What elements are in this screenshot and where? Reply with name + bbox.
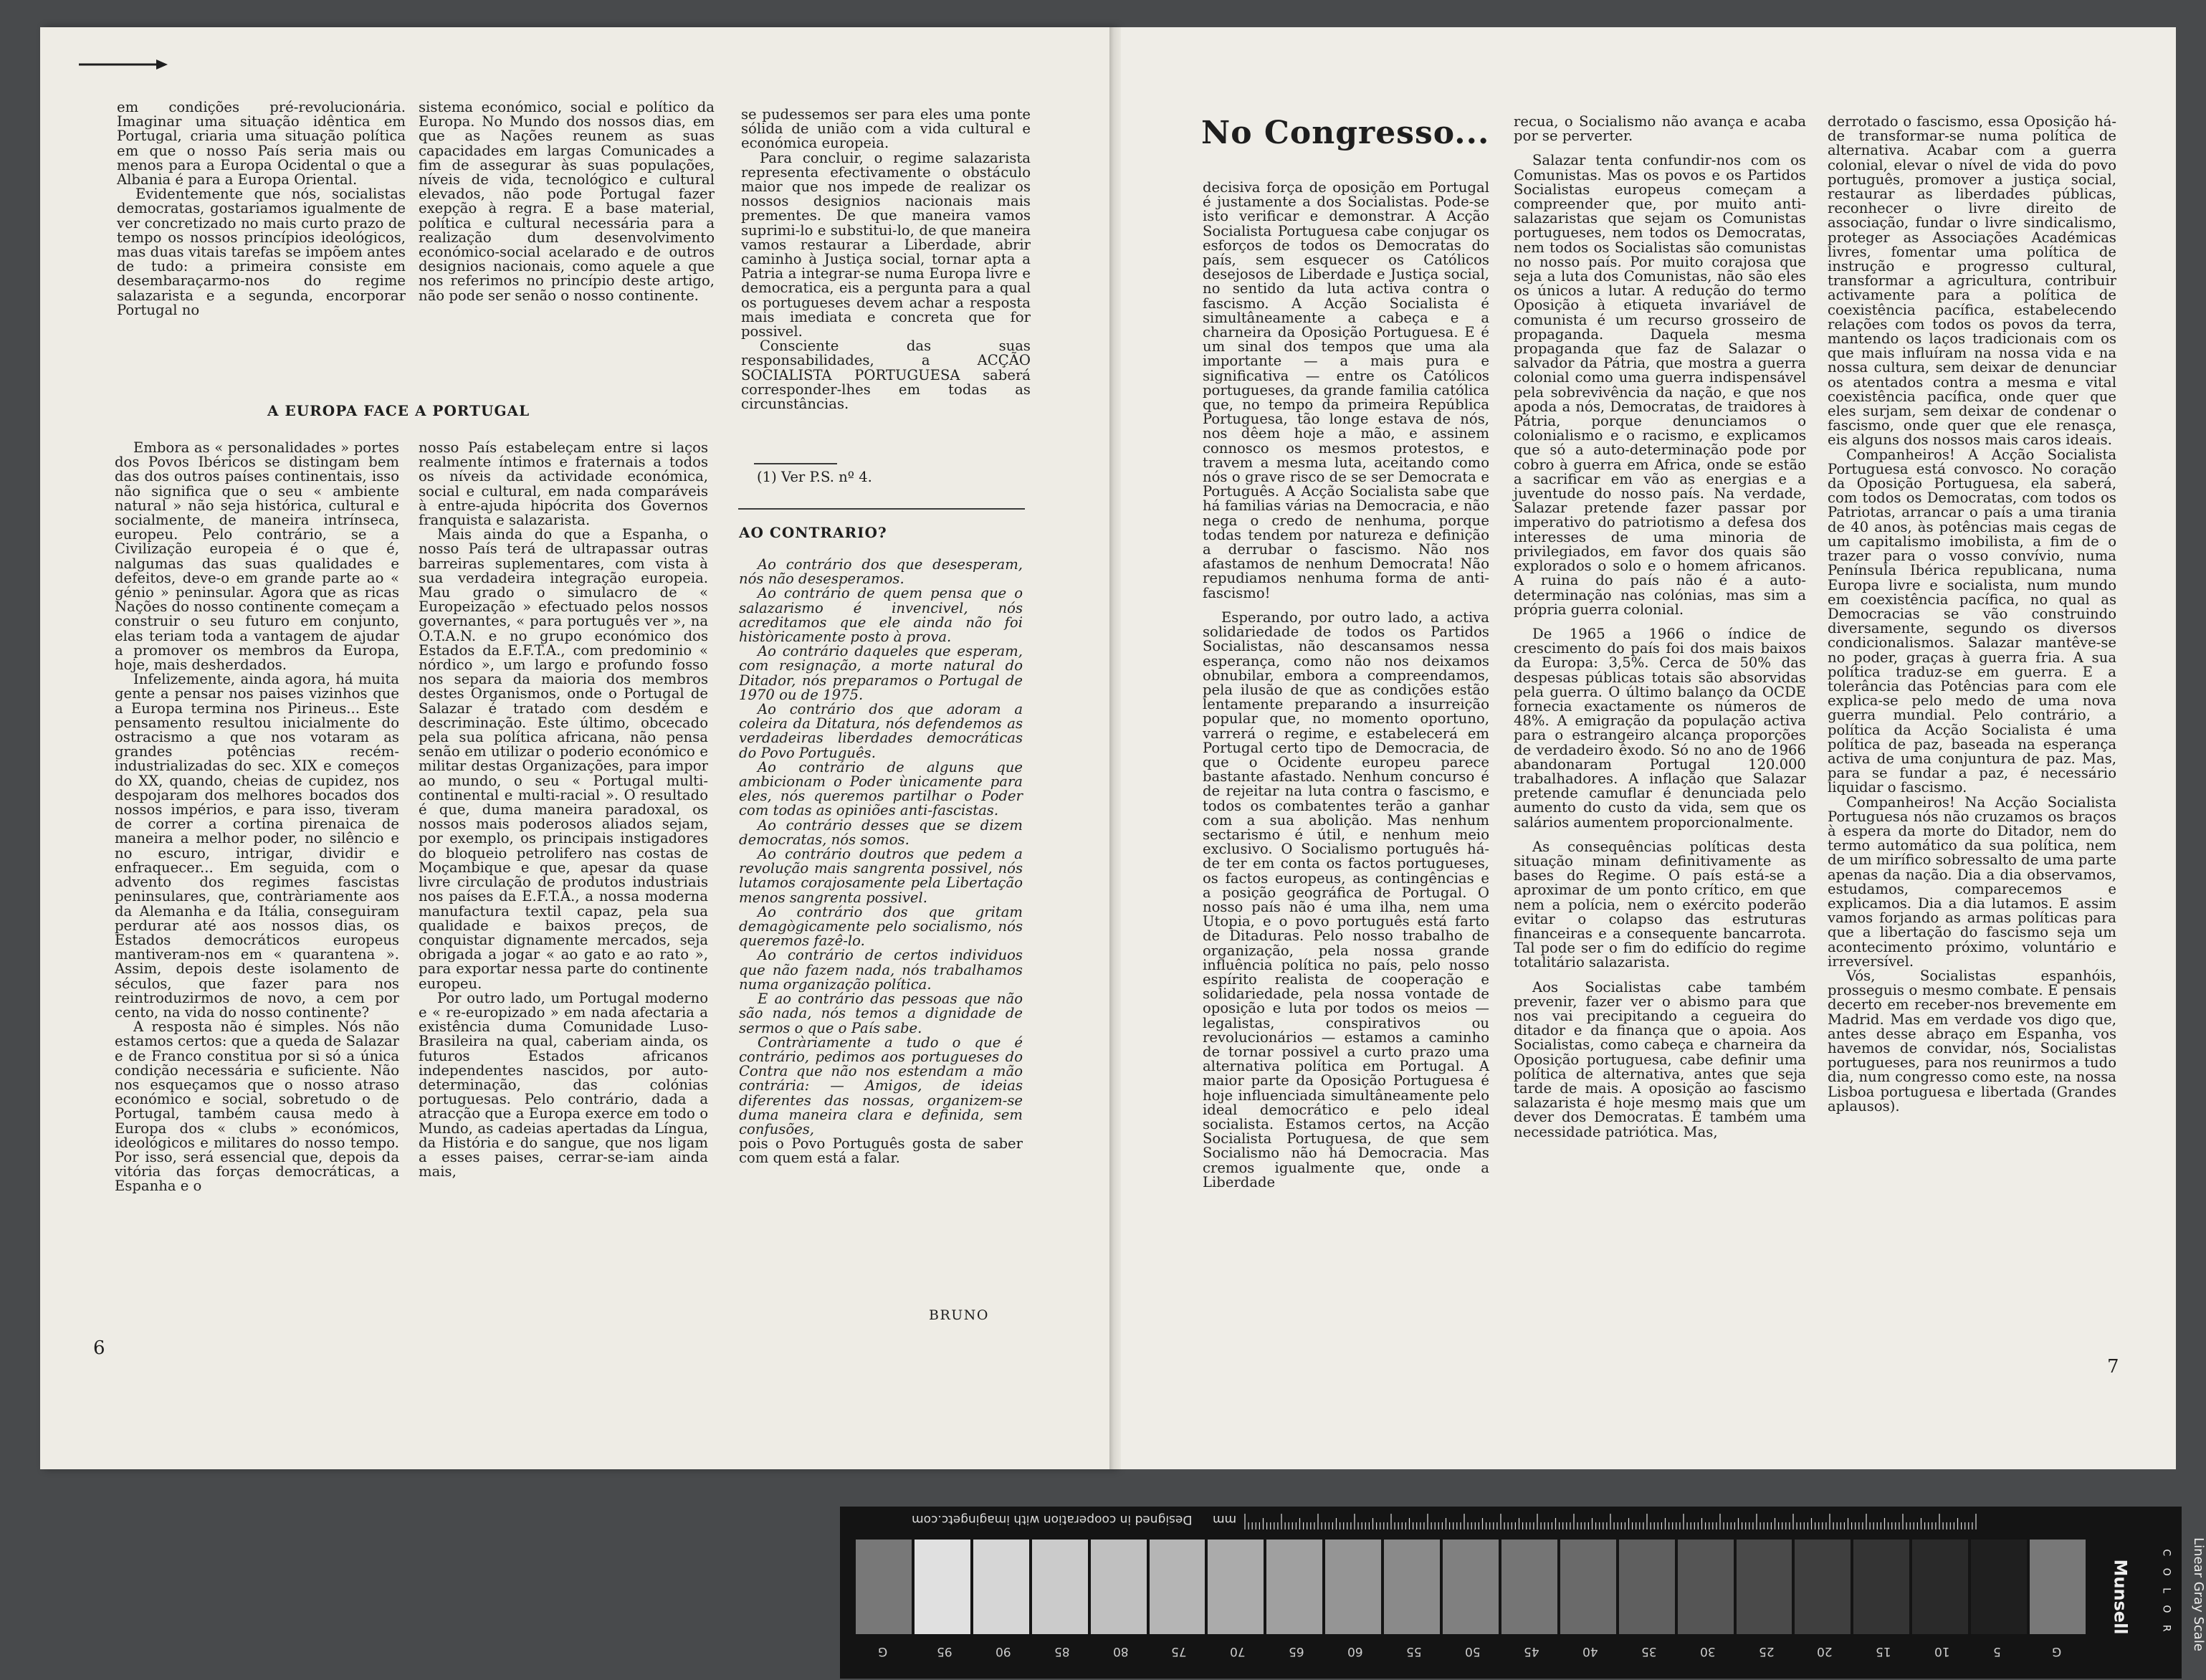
swatch-number: G: [2052, 1644, 2062, 1658]
swatch-number: 60: [1347, 1644, 1363, 1658]
ruler-label: mm: [1213, 1512, 1237, 1527]
paragraph: Contràriamente a tudo o que é contrário, pedimos aos portugueses do Contra que não nos estendam a mão contrária: — Amigos, de ideias diferentes das nossas, organizem-se duma maneira clara e definida, sem confusões,: [739, 1034, 1023, 1137]
paragraph: Esperando, por outro lado, a activa solidariedade de todos os Partidos Socialistas, não descansamos nessa esperança, como não nos deixamos obnubilar, embora a compreendamos, pela ilusão de que as condições estão lentamente preparando a insurreição popular que, no momento oportuno, varrerá o regime, e estabelecerá em Portugal certo tipo de Democracia, de que o Ocidente europeu parece bastante afastado. Nenhum concurso é de rejeitar na luta contra o fascismo, e todos os combatentes terão a ganhar com a sua abolição. Mas nenhum sectarismo é útil, e nenhum meio exclusivo. O Socialismo português há-de ter em conta os factos portugueses, os factos europeus, as contingências e a posição geográfica de Portugal. O nosso país não é uma ilha, nem uma Utopia, e o povo português está farto de Ditaduras. Pelo nosso trabalho de organização, pela nossa grande influência política no país, pelo nosso espírito realista de cooperação e solidariedade, pela nossa vontade de oposição e luta por todos os meios — legalistas, conspirativos ou revolucionários — estamos a caminho de tornar possivel a curto prazo uma alternativa política em Portugal. A maior parte da Oposição Portuguesa é hoje influenciada simultâneamente pelo ideal democrático e pelo ideal socialista. Estamos certos, na Acção Socialista Portuguesa, de que sem Socialismo não há Democracia. Mas cremos igualmente que, onde a Liberdade: [1203, 608, 1489, 1190]
gray-swatch: [1150, 1540, 1205, 1634]
gray-swatch: [856, 1540, 912, 1634]
card-credit: Designed in cooperation with imagingetc.com: [912, 1512, 1193, 1527]
paragraph: nosso País estabeleçam entre si laços realmente íntimos e fraternais a todos os níveis da actividade económica, social e cultural, em nada comparáveis à entre-ajuda hipócrita dos Governos franquista e salazarista.: [419, 439, 708, 529]
swatch-number: 95: [936, 1644, 952, 1658]
paragraph: Ao contrário doutros que pedem a revolução mais sangrenta possivel, nós lutamos corajosamente pela Libertação menos sangrenta possivel.: [739, 846, 1023, 906]
paragraph: As consequências políticas desta situação minam definitivamente as bases do Regime. O país está-se a aproximar de um ponto crítico, em que nem a polícia, nem o exército poderão evitar o colapso das estruturas financeiras e a consequente bancarrota. Tal pode ser o fim do edifício do regime totalitário salazarista.: [1514, 838, 1806, 971]
swatch-number: 20: [1817, 1644, 1833, 1658]
paragraph: Ao contrário daqueles que esperam, com resignação, a morte natural do Ditador, nós preparamos o Portugal de 1970 ou de 1975.: [739, 643, 1023, 703]
paragraph: Ao contrário dos que desesperam, nós não desesperamos.: [739, 556, 1023, 588]
munsell-logo: [2107, 1521, 2206, 1671]
swatch-number: 35: [1641, 1644, 1657, 1658]
gray-swatch: [1619, 1540, 1675, 1634]
europa-col2: [419, 441, 708, 1179]
section-heading-contrario: AO CONTRARIO?: [739, 524, 887, 541]
paragraph: decisiva força de oposição em Portugal é justamente a dos Socialistas. Pode-se isto verificar e demonstrar. A Acção Socialista Portuguesa cabe conjugar os esforços de todos os Democratas do país, sem esquecer os Católicos desejosos de Liberdade e Justiça social, no sentido da luta activa contra o fascismo. A Acção Socialista é simultâneamente a cabeça e a charneira da Oposição Portuguesa. E é um sinal dos tempos que uma ala importante — a mais pura e significativa — entre os Católicos portugueses, da grande familia católica que, no tempo da primeira República Portuguesa, tão longe estava de nós, nos dêem hoje a mão, e assinem connosco os mesmos protestos, e travem a mesma luta, aceitando como nós o grave risco de se ser Democrata e Português. A Acção Socialista sabe que há familias várias na Democracia, e não nega o credo de nenhuma, porque todas tendem por natureza e definição a derrubar o fascismo. Não nos afastamos de nenhum Democrata! Não repudiamos nenhuma forma de anti-fascismo!: [1203, 179, 1489, 601]
left-col2-top: [419, 100, 715, 303]
paragraph: Por outro lado, um Portugal moderno e « re-europizado » em nada afectaria a existência duma Comunidade Luso-Brasileira na qual, caberiam ainda, os futuros Estados africanos independentes nascidos, por auto-determinação, das colónias portuguesas. Pelo contrário, dada a atracção que a Europa exerce em todo o Mundo, as cadeias apertadas da Língua, da História e do sangue, que nos ligam a esses paises, cerrar-se-iam ainda mais,: [419, 989, 708, 1180]
right-col3: [1828, 115, 2116, 1114]
left-col3-top: [741, 108, 1031, 411]
gray-swatch: [1912, 1540, 1968, 1634]
swatch-number: G: [877, 1644, 888, 1658]
swatch-number: 85: [1054, 1644, 1070, 1658]
paragraph: Infelizemente, ainda agora, há muita gente a pensar nos paises vizinhos que a Europa termina nos Pirineus... Este pensamento resultou inicialmente do ostracismo a que nos votaram as grandes potências recém-industrializadas do sec. XIX e começos do XX, quando, cheias de cupidez, nos despojaram dos melhores bocados dos nossos impérios, e para isso, tiveram de correr a cortina pirenaica de maneira a melhor poder, no silêncio e no escuro, intrigar, dividir e enfraquecer... Em seguida, com o advento dos regimes fascistas peninsulares, que, contràriamente aos da Alemanha e da Itália, conseguiram perdurar até aos nossos dias, os Estados democráticos europeus mantiveram-nos em « quarantena ». Assim, depois deste isolamento de séculos, que fazer para nos reintroduzirmos de novo, a cem por cento, na vida do nosso continente?: [115, 671, 399, 1021]
gray-swatch: [1208, 1540, 1264, 1634]
paragraph: Ao contrário dos que adoram a coleira da Ditatura, nós defendemos as verdadeiras liberdades democráticas do Povo Português.: [739, 701, 1023, 761]
gray-scale-card: [840, 1507, 2206, 1679]
section-heading-europa: A EUROPA FACE A PORTUGAL: [267, 402, 530, 419]
gray-swatch: [1384, 1540, 1440, 1634]
page-number-left: 6: [93, 1337, 105, 1359]
swatch-number: 30: [1699, 1644, 1716, 1658]
gray-swatch: [1678, 1540, 1734, 1634]
paragraph: sistema económico, social e político da Europa. No Mundo dos nossos dias, em que as Nações reunem as suas capacidades em largas Comunicades a fim de assegurar às suas populações, níveis de vida, tecnológico e cultural elevados, não pode Portugal fazer exepção à regra. E a base material, política e cultural necessária para a realização dum desenvolvimento económico-social acelarado e de outros designios nacionais, como aquele a que nos referimos no princípio deste artigo, não pode ser senão o nosso continente.: [419, 99, 715, 304]
right-col2: [1514, 115, 1806, 1140]
footnote-rule: [754, 463, 837, 464]
footnote: [757, 470, 1029, 485]
gray-swatch-strip: [856, 1540, 2088, 1634]
paragraph: Embora as « personalidades » portes dos Povos Ibéricos se distingam bem das dos outros países continentais, isso não significa que o seu « ambiente natural » não seja histórica, cultural e socialmente, de maneira intrínseca, europeu. Pelo contrário, se a Civilização europeia é o que é, nalgumas das suas qualidades e defeitos, deve-o em grande parte ao « génio » peninsular. Agora que as ricas Nações do nosso continente começam a construir o seu futuro em conjunto, elas teriam toda a vantagem de ajudar a promover os membros da Europa, hoje, mais desherdados.: [115, 439, 399, 674]
gray-swatch: [1325, 1540, 1381, 1634]
swatch-number: 90: [995, 1644, 1011, 1658]
europa-col1: [115, 441, 399, 1194]
scale-name: Linear Gray Scale: [2190, 1537, 2206, 1651]
paragraph: Salazar tenta confundir-nos com os Comunistas. Mas os povos e os Partidos Socialistas europeus começam a compreender que, por muito anti-salazaristas que sejam os Comunistas portugueses, nem todos os Democratas, nem todos os Socialistas são comunistas no nosso país. Por muito corajosa que seja a luta dos Comunistas, não são eles os únicos a lutar. A redução do termo Oposição à etiqueta invariável de comunista é um recurso grosseiro de propaganda. Daquela mesma propaganda que faz de Salazar o salvador da Pátria, que mostra a guerra colonial como uma guerra indispensável pela sobrevivência da nação, e que nos apoda a nós, Democratas, de traidores à Pátria, porque denunciamos o colonialismo e o racismo, e explicamos que só a auto-determinação pode por cobro à guerra em Africa, onde se estão a sacrificar em vão as energias e a juventude do nosso país. Na verdade, Salazar pretende fazer passar por imperativo do patriotismo a defesa dos interesses de uma minoria de privilegiados, em favor dos quais são explorados o solo e o homem africanos. A ruina do país não é a auto-determinação nas colónias, mas sim a própria guerra colonial.: [1514, 152, 1806, 618]
swatch-number: 55: [1406, 1644, 1422, 1658]
gray-swatch: [1853, 1540, 1909, 1634]
swatch-number: 65: [1289, 1644, 1304, 1658]
brand-sub: C O L O R: [2160, 1549, 2172, 1636]
gray-swatch: [1971, 1540, 2027, 1634]
brand-name: Munsell: [2110, 1559, 2131, 1635]
paragraph: Mais ainda do que a Espanha, o nosso País terá de ultrapassar outras barreiras suplementares, com vista à sua verdadeira integração europeia. Mau grado o simulacro de « Europeização » efectuado pelos nossos governantes, « para português ver », na O.T.A.N. e no grupo económico dos Estados da E.F.T.A., com predominio « nórdico », um largo e profundo fosso nos separa da maioria dos membros destes Organismos, onde o Portugal de Salazar é tratado com desdém e descriminação. Este último, obcecado pela sua política africana, não pensa senão em utilizar o poderio económico e militar destas Organizações, para impor ao mundo, o seu « Portugal multi-continental e multi-racial ». O resultado é que, duma maneira paradoxal, os nossos mais poderosos aliados sejam, por exemplo, os principais instigadores do bloqueio petrolifero nas costas de Moçambique e que, apesar da quase livre circulação de produtos industriais nos países da E.F.T.A., a nossa moderna manufactura textil capaz, pela sua qualidade e baixos preços, de conquistar dignamente mercados, seja obrigada a jogar « ao gato e ao rato », para exportar nessa parte do continente europeu.: [419, 526, 708, 992]
paragraph: Consciente das suas responsabilidades, a ACÇÃO SOCIALISTA PORTUGUESA saberá corresponder-lhes em todas as circunstâncias.: [741, 338, 1031, 413]
swatch-number: 80: [1112, 1644, 1129, 1658]
swatch-number: 45: [1523, 1644, 1539, 1658]
paragraph: se pudessemos ser para eles uma ponte sólida de união com a vida cultural e económica europeia.: [741, 106, 1031, 152]
book-spine: [1109, 27, 1121, 1469]
paragraph: De 1965 a 1966 o índice de crescimento do país foi dos mais baixos da Europa: 3,5%. Cerca de 50% das despesas públicas totais são absorvidas pela guerra. O último balanço da OCDE fornecia exactamente os números de 48%. A emigração da população activa para o estrangeiro alcança proporções de verdadeiro êxodo. Só no ano de 1966 abandonaram Portugal 120.000 trabalhadores. A inflação que Salazar pretende camuflar é denunciada pelo aumento do custo da vida, sem que os salários aumentem proporcionalmente.: [1514, 625, 1806, 831]
signature: BRUNO: [929, 1307, 989, 1323]
gray-swatch: [1795, 1540, 1851, 1634]
article-title: No Congresso...: [1201, 115, 1490, 151]
gray-swatch: [1266, 1540, 1322, 1634]
gray-swatch: [973, 1540, 1029, 1634]
paragraph: Ao contrário de alguns que ambicionam o Poder ùnicamente para eles, nós queremos partilhar o Poder com todas as opiniões anti-fascistas.: [739, 758, 1023, 819]
contrario-column: [739, 558, 1023, 1166]
paragraph: Ao contrário de quem pensa que o salazarismo é invencivel, nós acreditamos que ele ainda não foi històricamente posto à prova.: [739, 585, 1023, 646]
left-col1-top: [117, 100, 406, 318]
gray-swatch: [1501, 1540, 1557, 1634]
paragraph: E ao contrário das pessoas que não são nada, nós temos a dignidade de sermos o que o País sabe.: [739, 991, 1023, 1036]
paragraph: Ao contrário desses que se dizem democratas, nós somos.: [739, 816, 1023, 848]
gray-swatch: [915, 1540, 970, 1634]
swatch-number: 15: [1876, 1644, 1891, 1658]
paragraph: derrotado o fascismo, essa Oposição há-de transformar-se numa política de alternativa. Acabar com a guerra colonial, elevar o nível de vida do povo português, promover a justiça social, restaurar as liberdades públicas, reconhecer o livre direito de associação, fundar o livre sindicalismo, proteger as Associações Académicas livres, fomentar uma política de instrução e progresso cultural, transformar a agricultura, contribuir activamente para a política de coexistência pacífica, estabelecendo relações com todos os povos da terra, mantendo os laços tradicionais com os que mais influíram na nossa vida e na nossa cultura, sem deixar de denunciar os atentados contra a mesma e vital coexistência pacífica, onde quer que eles surjam, sem deixar de condenar o fascismo, onde quer que ele renasça, eis alguns dos nossos mais caros ideais.: [1828, 113, 2116, 449]
paragraph: Vós, Socialistas espanhóis, prosseguis o mesmo combate. E pensais decerto em receber-nos brevemente em Madrid. Mas em verdade vos digo que, antes desse abraço em Espanha, vos havemos de convidar, nós, Socialistas portugueses, para nos reunirmos a tudo dia, num congresso como este, na nossa Lisboa portuguesa e libertada (Grandes aplausos).: [1828, 967, 2116, 1115]
paragraph: Ao contrário de certos individuos que não fazem nada, nós trabalhamos numa organização política.: [739, 947, 1023, 993]
swatch-number: 10: [1934, 1644, 1950, 1658]
swatch-number: 25: [1758, 1644, 1775, 1658]
footnote-text: (1) Ver P.S. nº 4.: [757, 469, 872, 485]
swatch-number: 40: [1582, 1644, 1598, 1658]
paragraph: Companheiros! A Acção Socialista Portuguesa está convosco. No coração da Oposição Portuguesa, ela saberá, com todos os Democratas, com todos os Patriotas, arrancar o país a uma tirania de 40 anos, às potências mais cegas de um capitalismo imobilista, a fim de o trazer para o vosso convívio, numa Península Ibérica republicana, numa Europa livre e socialista, num mundo em coexistência pacífica, no qual as Democracias se vão construindo diversamente, segundo os diversos condicionalismos. Salazar mantêve-se no poder, graças à guerra fria. A sua política traduz-se em guerra. E a tolerância das Potências para com ele explica-se pelo medo de uma nova guerra mundial. Pelo contrário, a política da Acção Socialista é uma política de paz, baseada na esperança activa de uma conjuntura de paz. Mas, para se fundar a paz, é necessário liquidar o fascismo.: [1828, 446, 2116, 796]
swatch-number: 50: [1465, 1644, 1481, 1658]
swatch-number: 70: [1230, 1644, 1246, 1658]
paragraph: em condições pré-revolucionária. Imaginar uma situação idêntica em Portugal, criaria uma situação política em que o nosso País seria mais ou menos para a Europa Ocidental o que a Albania é para a Europa Oriental.: [117, 99, 406, 188]
swatch-number: 5: [1993, 1644, 2001, 1658]
paragraph: recua, o Socialismo não avança e acaba por se perverter.: [1514, 113, 1806, 145]
gray-swatch: [1091, 1540, 1147, 1634]
ruler-scale: [1241, 1511, 1987, 1529]
paragraph: Ao contrário dos que gritam demagògicamente pelo socialismo, nós queremos fazê-lo.: [739, 903, 1023, 950]
paragraph: Para concluir, o regime salazarista representa efectivamente o obstáculo maior que nos impede de realizar os nossos designios nacionais mais prementes. De que maneira vamos suprimi-lo e substitui-lo, de que maneira vamos restaurar a Liberdade, abrir caminho à Justiça social, tornar apta a Patria a integrar-se numa Europa livre e democratica, eis a pergunta para a qual os portugueses devem achar a resposta mais imediata e concreta que for possivel.: [741, 149, 1031, 340]
paragraph: Aos Socialistas cabe também prevenir, fazer ver o abismo para que nos vai precipitando a cegueira do ditador e da finança que o apoia. Aos Socialistas, como cabeça e charneira da Oposição portuguesa, cabe definir uma política de alternativa, antes que seja tarde de mais. A oposição ao fascismo salazarista é hoje mesmo mais que um dever dos Democratas. É também uma necessidade patriótica. Mas,: [1514, 978, 1806, 1140]
paragraph: A resposta não é simples. Nós não estamos certos: que a queda de Salazar e de Franco constitua por si só a única condição necessária e suficiente. Não nos esqueçamos que o nosso atraso económico e social, sobretudo o de Portugal, também causa medo à Europa dos « clubs » económicos, ideológicos e militares do nosso tempo. Por isso, será essencial que, depois da vitória das forças democráticas, a Espanha e o: [115, 1018, 399, 1195]
paragraph: Companheiros! Na Acção Socialista Portuguesa nós não cruzamos os braços à espera da morte do Ditador, nem do termo automático da sua política, nem de um mirífico sobressalto de uma parte apenas da nação. Dia a dia observamos, estudamos, comparecemos e explicamos. Dia a dia lutamos. E assim vamos forjando as armas políticas para que a libertação do fascismo seja um acontecimento próximo, voluntário e irreversível.: [1828, 793, 2116, 970]
gray-swatch: [2030, 1540, 2086, 1634]
swatch-number: 75: [1171, 1644, 1188, 1658]
gray-swatch: [1032, 1540, 1088, 1634]
paragraph: Evidentemente que nós, socialistas democratas, gostariamos igualmente de ver concretizado no mais curto prazo de tempo os nossos princípios ideológicos, mas duas vitais tarefas se impõem antes de tudo: a primeira consiste em desembaraçarmo-nos do regime salazarista e a segunda, encorporar Portugal no: [117, 186, 406, 318]
page-number-right: 7: [2107, 1356, 2119, 1378]
paragraph: pois o Povo Português gosta de saber com quem está a falar.: [739, 1135, 1023, 1167]
gray-swatch: [1443, 1540, 1499, 1634]
gray-swatch: [1560, 1540, 1616, 1634]
arrow-icon: [79, 59, 168, 70]
gray-swatch: [1737, 1540, 1792, 1634]
right-col1: [1203, 181, 1489, 1190]
section-divider: [738, 508, 1025, 510]
